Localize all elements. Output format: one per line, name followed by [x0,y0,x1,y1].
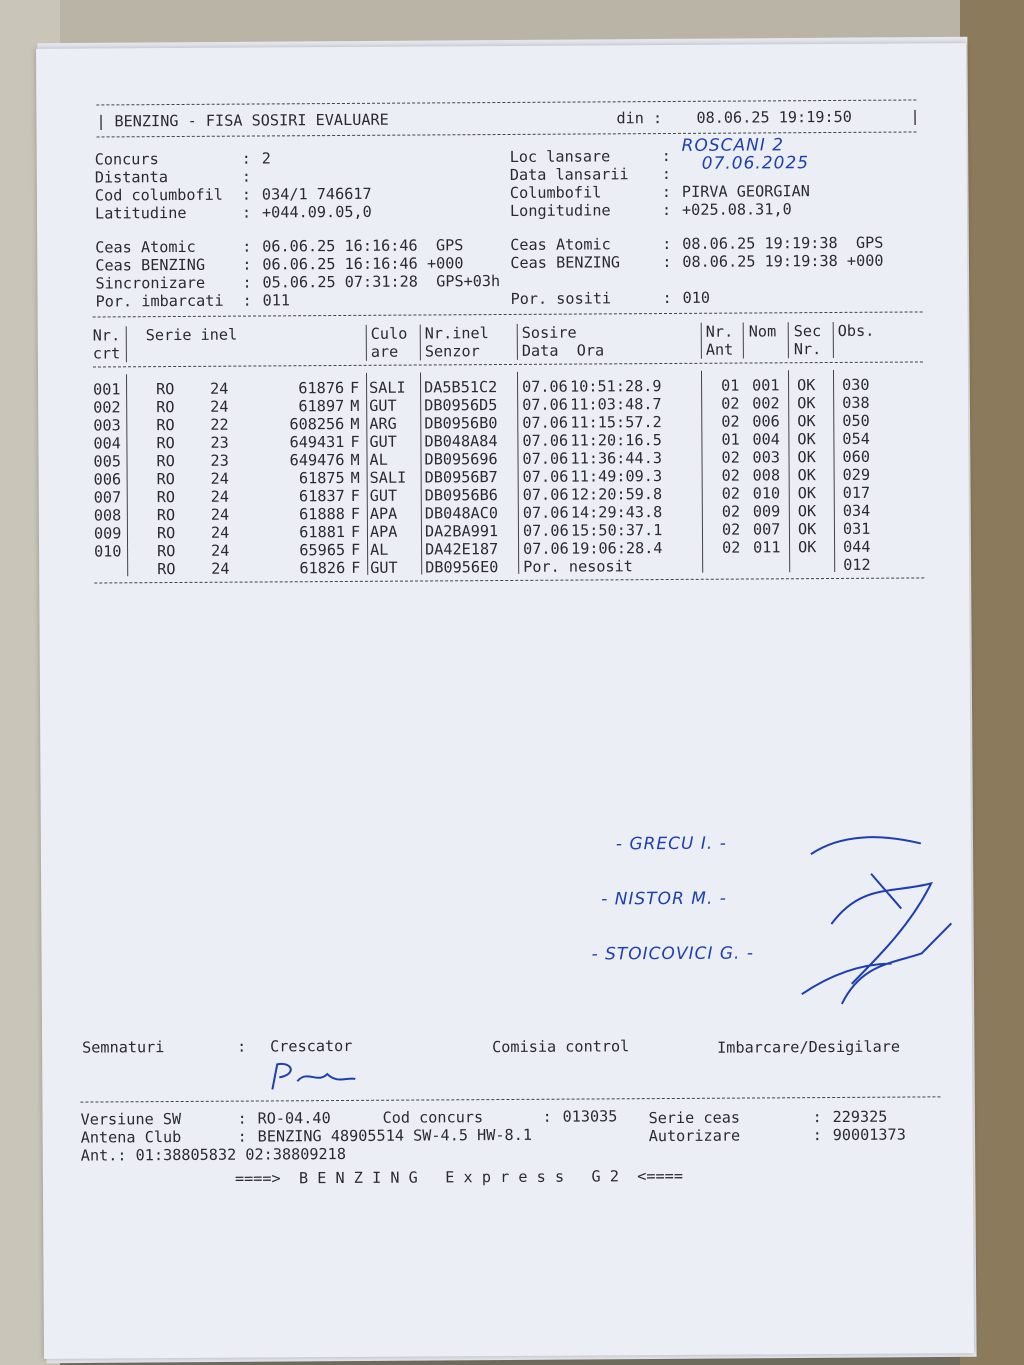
row-sec: OK [797,412,816,431]
footer-sep: : [812,1126,822,1145]
row-nom: 010 [752,484,781,503]
col-rule [126,326,127,362]
row-data: 07.06 [522,449,569,468]
handwritten-signature-stoicovici: - STOICOVICI G. - [591,943,755,965]
handwritten-signature-grecu: - GRECU I. - [615,833,727,855]
row-culoare: SALI [369,378,406,397]
cod-concurs-value: 013035 [562,1107,618,1126]
col-sec-header-2: Nr. [793,340,822,359]
row-nr: 005 [93,452,122,471]
info-longitudine-value: +025.08.31,0 [681,200,792,219]
clock-benzing-start-label: Ceas BENZING [95,255,206,275]
row-culoare: APA [369,504,398,523]
autorizare-label: Autorizare [648,1126,741,1146]
row-culoare: APA [369,522,398,541]
info-data-label: Data lansarii [509,165,629,184]
clock-atomic-end-value: 08.06.25 19:19:38 GPS [682,233,884,253]
row-tara: RO [156,398,175,417]
row-tara: RO [156,380,175,399]
row-culoare: AL [369,450,388,469]
col-rule [366,373,368,575]
row-sec: OK [797,520,817,539]
row-inel: 61888 [299,504,345,524]
document-title: BENZING - FISA SOSIRI EVALUARE [114,110,389,131]
info-latitudine-label: Latitudine [94,203,187,223]
ant-line: Ant.: 01:38805832 02:38809218 [80,1144,346,1165]
row-tara: RO [157,542,176,561]
brand-line: ====> B E N Z I N G E x p r e s s G 2 <==== [234,1166,684,1188]
info-columbofil-label: Columbofil [509,183,602,202]
row-obs: 034 [842,501,871,520]
row-culoare: GUT [369,396,397,415]
info-sep: : [242,273,252,292]
row-an: 23 [210,451,229,470]
row-inel: 61875 [298,468,345,488]
col-rule [126,374,128,576]
col-crt-header: crt [92,344,121,363]
col-senzor-header: Senzor [424,342,480,361]
row-ora: 11:03:48.7 [570,395,662,414]
row-an: 24 [210,469,229,488]
header-right-bar: | [910,107,920,126]
row-inel: 61837 [298,486,345,506]
row-senzor: DB0956B7 [424,468,498,487]
divider [97,131,917,137]
divider [96,99,916,105]
col-rule [366,325,367,361]
info-sep: : [661,164,671,184]
info-concurs-label: Concurs [94,150,159,169]
row-an: 24 [211,559,230,578]
row-sec: OK [797,502,817,521]
row-inel: 65965 [299,540,346,560]
clock-sync-label: Sincronizare [95,273,206,293]
row-senzor: DA2BA991 [424,522,499,541]
row-ora: 11:20:16.5 [570,431,662,450]
row-obs: 044 [843,537,871,556]
col-rule [517,324,518,360]
row-senzor: DB048AC0 [424,504,499,523]
versiune-label: Versiune SW [80,1109,182,1129]
clock-sync-value: 05.06.25 07:31:28 GPS+03h [262,272,501,292]
por-sositi-value: 010 [682,288,711,307]
signatures-sep: : [237,1037,247,1056]
row-senzor: DB0956B6 [424,486,498,505]
row-sec: OK [797,484,817,503]
footer-sep: : [237,1127,247,1146]
col-nrinel-header: Nr.inel [424,324,489,343]
row-ant: 02 [721,520,741,539]
divider [93,311,923,317]
row-obs: 029 [842,465,871,484]
row-an: 24 [210,505,230,524]
autorizare-value: 90001373 [832,1125,906,1145]
row-data: 07.06 [522,521,569,540]
row-data: 07.06 [523,539,569,558]
row-culoare: AL [370,540,389,559]
signature-comisia-label: Comisia control [492,1037,630,1057]
row-senzor: DB0956E0 [425,558,499,577]
info-cod-value: 034/1 746617 [261,184,372,204]
row-data: 07.06 [522,503,569,522]
row-an: 24 [210,379,229,398]
row-nom: 004 [752,430,780,449]
row-nr: 003 [93,416,121,435]
row-nr: 004 [93,434,121,453]
clock-benzing-end-label: Ceas BENZING [510,253,621,272]
por-sositi-label: Por. sositi [510,289,612,308]
row-ora: 11:49:09.3 [570,467,663,486]
row-ora: 14:29:43.8 [570,503,663,522]
ink-signature-crescator [267,1059,357,1096]
footer-sep: : [237,1109,247,1128]
col-rule [420,325,421,361]
row-sex: M [350,396,360,415]
col-culoare-header: Culo [370,324,408,343]
row-culoare: GUT [370,558,398,577]
row-nr: 002 [93,398,121,417]
row-nr: 008 [93,506,122,525]
row-nom: 011 [753,538,781,557]
row-sec: OK [797,430,816,449]
row-sec: OK [797,376,816,395]
row-sex: F [351,540,361,559]
col-sec-header: Sec [793,322,822,341]
row-an: 22 [210,415,229,434]
info-sep: : [662,234,672,254]
header-left-bar: | [96,112,106,131]
info-longitudine-label: Longitudine [509,201,611,220]
col-rule [743,323,744,359]
antena-label: Antena Club [80,1127,182,1147]
row-nr: 007 [93,488,122,507]
handwritten-data-lansarii: 07.06.2025 [701,153,810,174]
row-obs: 030 [842,375,870,394]
row-sex: F [350,522,361,541]
antena-value: BENZING 48905514 SW-4.5 HW-8.1 [257,1125,533,1146]
row-obs: 038 [842,393,870,412]
row-sex: M [350,468,360,487]
por-imbarcati-label: Por. imbarcati [95,291,224,311]
row-ora: 19:06:28.4 [571,539,663,558]
clock-benzing-end-value: 08.06.25 19:19:38 +000 [682,251,884,271]
handwritten-loc-lansare: ROSCANI 2 [681,135,785,156]
row-data: Por. nesosit [523,557,633,576]
row-obs: 050 [842,411,870,430]
row-obs: 060 [842,447,871,466]
row-sex: M [350,450,360,469]
info-sep: : [242,291,252,310]
row-ant: 02 [721,394,740,413]
row-data: 07.06 [522,485,569,504]
ink-signature-mark [771,813,972,1014]
info-latitudine-value: +044.09.05,0 [261,202,372,222]
row-sex: F [350,378,360,397]
versiune-value: RO-04.40 [257,1109,331,1128]
row-inel: 61881 [299,522,346,542]
row-senzor: DB095696 [424,450,498,469]
divider [80,1096,940,1102]
info-sep: : [662,288,672,308]
col-rule [517,372,519,574]
printout-sheet [36,43,974,1359]
row-sec: OK [797,466,816,485]
row-sex: F [350,486,360,505]
row-nom: 008 [752,466,781,485]
col-serie-header: Serie inel [145,325,238,345]
row-nr: 010 [94,542,122,561]
row-sec: OK [797,448,816,467]
row-senzor: DB0956D5 [424,396,498,415]
serie-ceas-value: 229325 [832,1107,888,1127]
col-rule [420,373,422,575]
info-distanta-label: Distanta [94,168,169,187]
row-inel: 649476 [289,450,345,470]
row-nom: 006 [752,412,780,431]
row-nr: 001 [93,380,121,399]
info-sep: : [662,252,672,272]
row-obs: 017 [842,483,871,502]
row-ant: 01 [721,376,740,395]
row-nom: 007 [752,520,781,539]
serie-ceas-label: Serie ceas [648,1108,741,1128]
col-rule [788,322,789,358]
row-senzor: DA42E187 [425,540,499,559]
info-concurs-value: 2 [261,149,271,168]
row-obs: 054 [842,429,870,448]
row-culoare: GUT [369,432,397,451]
info-sep: : [661,182,672,202]
row-sex: F [350,504,361,523]
row-ora: 11:15:57.2 [570,413,662,432]
col-sosire-header: Sosire [521,323,577,342]
row-tara: RO [156,470,175,489]
row-ant: 02 [721,448,740,467]
row-sec: OK [798,538,817,557]
col-rule [833,370,835,572]
row-inel: 649431 [289,432,345,452]
handwritten-signature-nistor: - NISTOR M. - [601,888,727,910]
col-ant-header-2: Ant [705,340,734,359]
info-sep: : [242,255,252,274]
por-imbarcati-value: 011 [262,291,291,310]
footer-sep: : [812,1108,822,1127]
row-sec: OK [797,394,816,413]
row-data: 07.06 [522,431,569,450]
row-ora: 15:50:37.1 [570,521,663,540]
row-tara: RO [156,434,175,453]
row-culoare: ARG [369,414,397,433]
row-ora: 10:51:28.9 [570,377,662,396]
row-obs: 031 [842,519,871,538]
info-sep: : [241,203,252,222]
divider [94,577,924,583]
col-data-ora-header: Data Ora [521,341,605,360]
row-ant: 02 [721,502,741,521]
row-tara: RO [156,452,175,471]
row-senzor: DB048A84 [424,432,498,451]
info-sep: : [661,146,671,166]
row-tara: RO [156,488,176,507]
row-senzor: DB0956B0 [424,414,498,433]
row-data: 07.06 [522,413,569,432]
clock-atomic-start-value: 06.06.25 16:16:46 GPS [262,236,464,256]
row-ora: 11:36:44.3 [570,449,663,468]
row-nom: 003 [752,448,781,467]
row-nom: 002 [752,394,780,413]
info-sep: : [241,149,251,168]
clock-benzing-start-value: 06.06.25 16:16:46 +000 [262,254,464,274]
row-data: 07.06 [522,377,568,396]
row-ora: 12:20:59.8 [570,485,663,504]
row-ant: 02 [721,466,740,485]
info-columbofil-value: PIRVA GEORGIAN [681,182,810,201]
info-loc-label: Loc lansare [509,147,611,166]
row-data: 07.06 [522,395,568,414]
row-inel: 61897 [298,396,345,416]
row-obs: 012 [843,555,871,574]
row-an: 23 [210,433,229,452]
row-tara: RO [156,524,176,543]
row-ant: 01 [721,430,740,449]
info-cod-label: Cod columbofil [94,185,223,205]
info-sep: : [242,237,252,256]
col-obs-header: Obs. [837,321,875,340]
row-sex: F [350,432,360,451]
clock-atomic-end-label: Ceas Atomic [510,235,611,254]
row-ant: 02 [722,538,741,557]
col-rule [701,323,702,359]
signature-imbarcare-label: Imbarcare/Desigilare [717,1037,901,1057]
row-sex: F [351,558,361,577]
row-sex: M [350,414,360,433]
row-nom: 001 [752,376,780,395]
row-an: 24 [210,397,229,416]
row-tara: RO [156,416,175,435]
row-tara: RO [157,560,176,579]
col-nr-header: Nr. [92,326,121,345]
row-inel: 61876 [298,378,345,398]
row-tara: RO [156,506,176,525]
row-ant: 02 [721,412,740,431]
din-label: din : [616,109,663,128]
col-ant-header: Nr. [705,322,734,341]
row-an: 24 [211,541,230,560]
row-culoare: SALI [369,468,407,487]
row-inel: 61826 [299,558,346,578]
cod-concurs-label: Cod concurs [382,1108,484,1127]
row-nr: 009 [93,524,122,543]
clock-atomic-start-label: Ceas Atomic [95,237,196,257]
info-sep: : [241,185,252,204]
col-nom-header: Nom [748,322,777,341]
info-sep: : [661,200,672,220]
info-sep: : [241,167,252,186]
signature-crescator-label: Crescator [270,1036,353,1056]
signatures-label: Semnaturi [82,1038,165,1057]
report-datetime: 08.06.25 19:19:50 [696,107,852,127]
footer-sep: : [542,1107,552,1126]
row-inel: 608256 [289,414,345,434]
row-an: 24 [210,487,230,506]
row-an: 24 [210,523,230,542]
col-rule [788,370,790,572]
row-culoare: GUT [369,486,398,505]
row-senzor: DA5B51C2 [424,378,498,397]
col-rule [833,322,834,358]
row-data: 07.06 [522,467,569,486]
col-rule [701,371,703,573]
row-nr: 006 [93,470,122,489]
col-culoare-header-2: are [370,342,399,361]
row-ant: 02 [721,484,741,503]
row-nom: 009 [752,502,781,521]
divider [93,361,923,367]
